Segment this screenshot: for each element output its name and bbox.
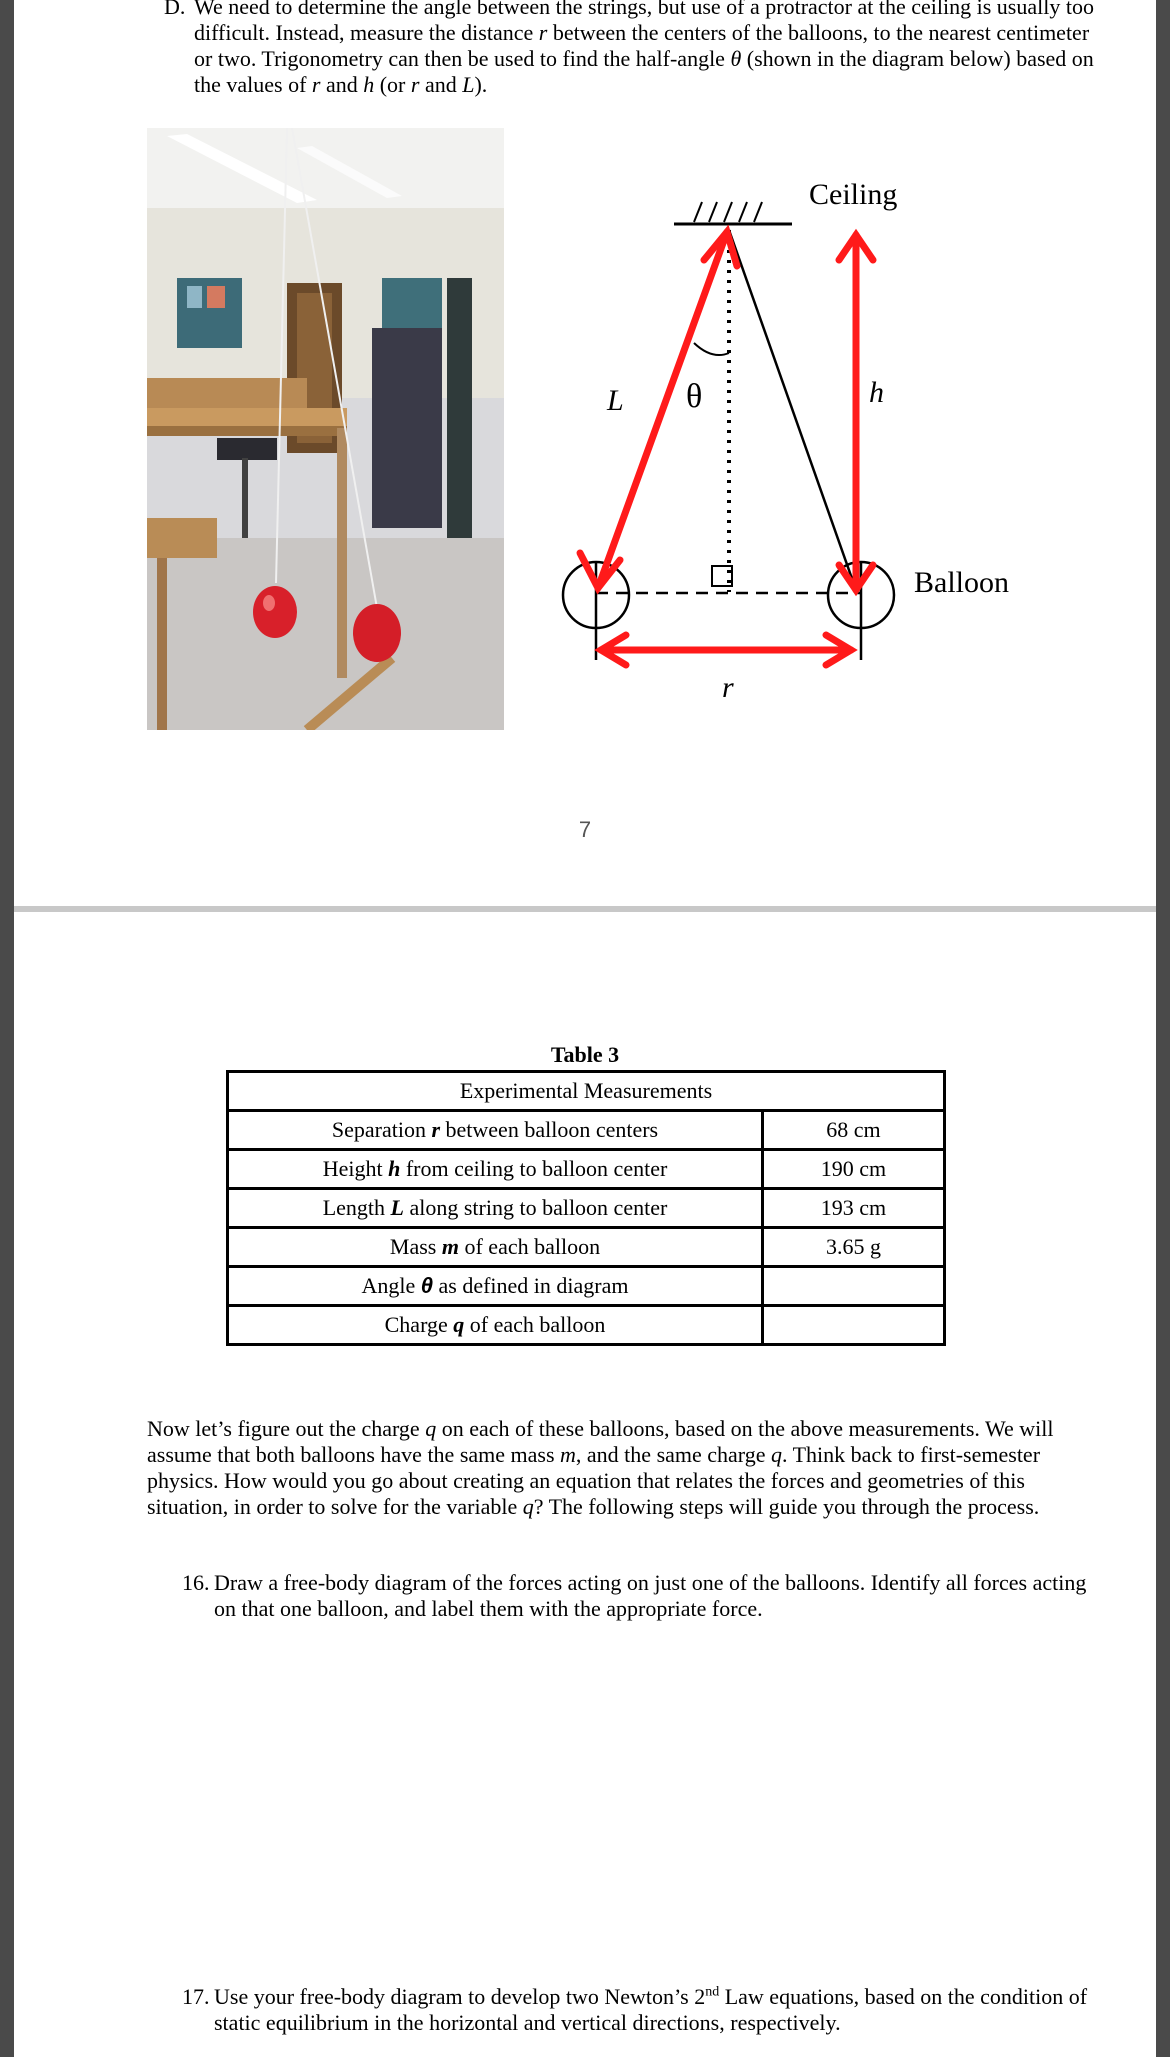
question-16: 16. Draw a free-body diagram of the forces acting on just one of the balloons. Identify all forces acting on that one balloon, and label them with the appropriate force. [182,1570,1087,1621]
viewer-left-margin [0,0,14,2057]
table-row: Separation r between balloon centers 68 cm [228,1111,945,1150]
value-cell: 68 cm [763,1111,945,1150]
balloon-label: Balloon [914,566,1009,599]
step-d-paragraph: D. We need to determine the angle between the strings, but use of a protractor at the ceiling is usually too difficult. Instead, measure the distance r between the centers of the balloons, to the nearest centimeter or two. Trigonometry can then be used to find the half-angle θ (shown in the diagram below) based on the values of r and h (or r and L). [194,0,1094,98]
table-row: Angle θ as defined in diagram [228,1267,945,1306]
table-row: Charge q of each balloon [228,1306,945,1345]
r-label: r [722,671,734,704]
value-cell: 190 cm [763,1150,945,1189]
table-row: Height h from ceiling to balloon center 190 cm [228,1150,945,1189]
intro-paragraph: Now let’s figure out the charge q on each of these balloons, based on the above measurements. We will assume that both balloons have the same mass m, and the same charge q. Think back to first-semester physics. How would you go about creating an equation that relates the forces and geometries of this situation, in order to solve for the variable q? The following steps will guide you through the process. [147,1416,1054,1519]
theta-label: θ [686,378,703,415]
h-label: h [869,376,884,409]
table-row: Mass m of each balloon 3.65 g [228,1228,945,1267]
question-number: 17. [182,1984,210,2009]
value-cell: 193 cm [763,1189,945,1228]
string-right [729,230,856,590]
table-title: Table 3 [550,1042,620,1067]
balloon-lab-photo [147,128,504,730]
table-header: Experimental Measurements [228,1072,945,1111]
table-header-row [228,1072,945,1111]
question-number: 16. [182,1570,210,1595]
viewer-right-margin [1156,0,1170,2057]
h-arrow [839,235,873,590]
r-arrow [601,635,851,665]
theta-arc [694,343,729,355]
step-d-label: D. [164,0,186,19]
L-arrow [580,232,737,588]
value-cell: 3.65 g [763,1228,945,1267]
document-page-7 [14,0,1156,906]
ceiling-hatch [674,202,792,224]
L-label: L [607,384,624,417]
table-row: Length L along string to balloon center 193 cm [228,1189,945,1228]
value-cell [763,1306,945,1345]
geometry-diagram [534,160,1074,720]
value-cell [763,1267,945,1306]
ceiling-label: Ceiling [809,178,898,211]
measurements-table [226,1070,946,1346]
page-number: 7 [578,817,592,842]
document-page-8 [14,912,1156,2057]
question-17: 17. Use your free-body diagram to develop two Newton’s 2nd Law equations, based on the condition of static equilibrium in the horizontal and vertical directions, respectively. [182,1984,1088,2035]
